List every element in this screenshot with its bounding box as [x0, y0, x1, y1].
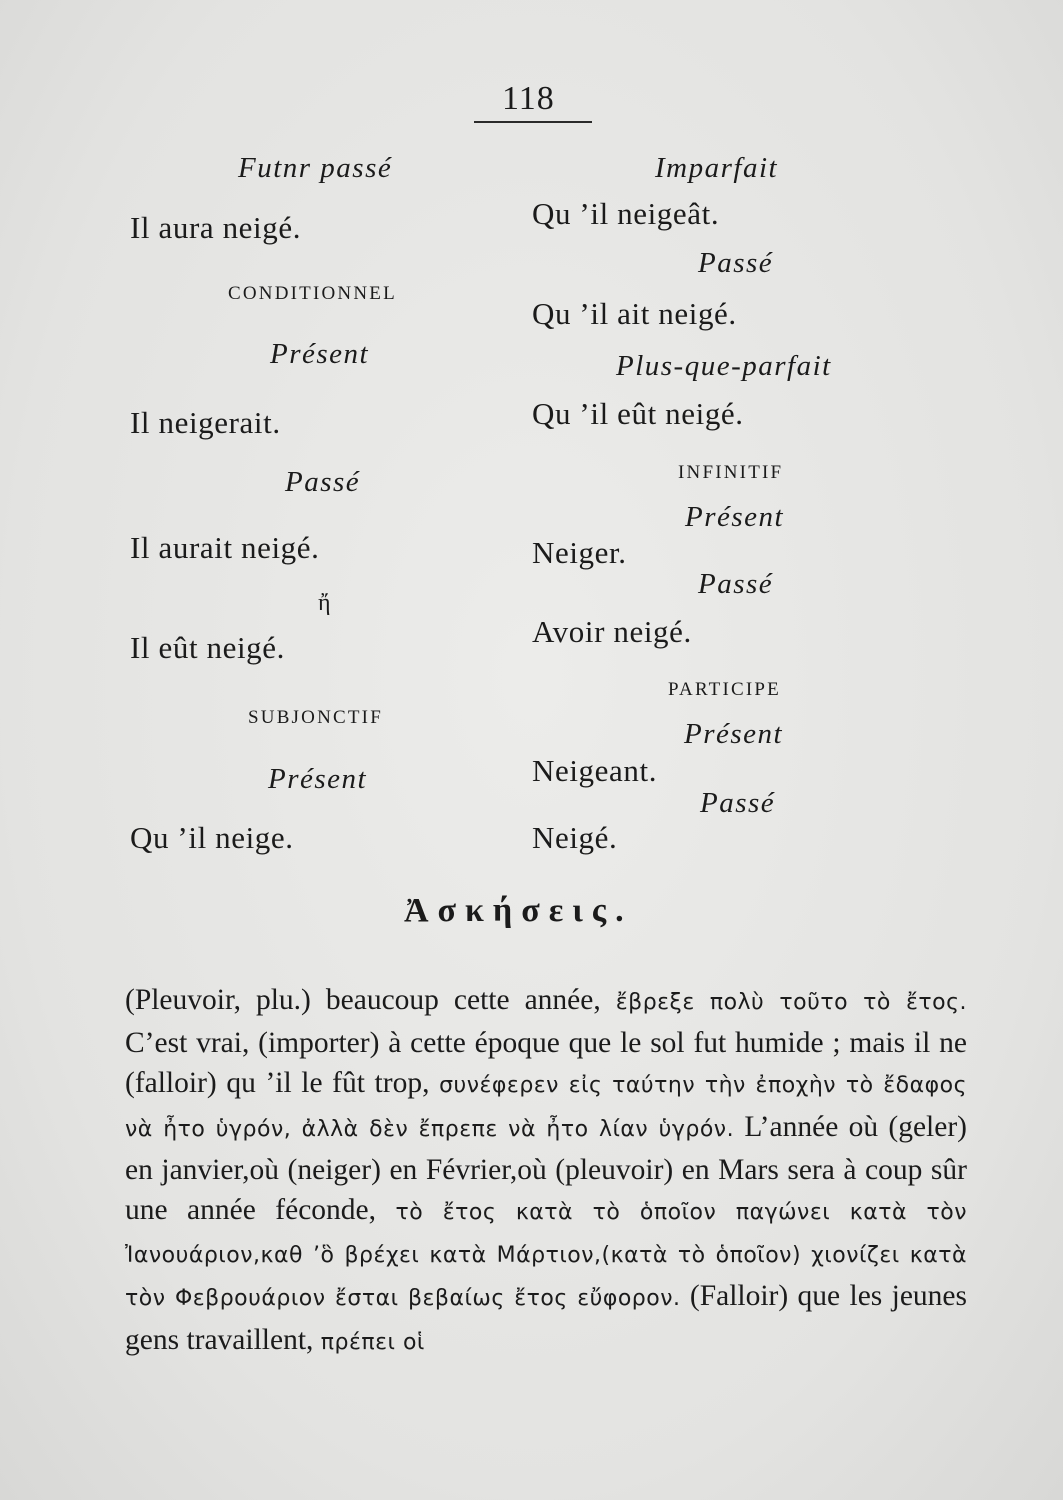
part-passe-heading: Passé	[700, 787, 776, 819]
page-number: 118	[502, 80, 555, 117]
imparfait-line: Qu ’il neigeât.	[532, 196, 720, 231]
part-passe-line: Neigé.	[532, 820, 618, 855]
cond-passe-heading: Passé	[285, 466, 361, 498]
inf-present-line: Neiger.	[532, 535, 627, 570]
inf-passe-line: Avoir neigé.	[532, 614, 692, 649]
page-number-rule	[474, 121, 592, 123]
participe-heading: PARTICIPE	[668, 679, 781, 700]
subjonctif-heading: SUBJONCTIF	[248, 707, 383, 728]
part-present-line: Neigeant.	[532, 753, 658, 788]
subj-present-line: Qu ’il neige.	[130, 820, 294, 855]
futur-passe-line: Il aura neigé.	[130, 210, 302, 245]
or-mark: ἤ	[318, 590, 331, 616]
subj-present-heading: Présent	[268, 763, 368, 795]
passe-heading: Passé	[698, 247, 774, 279]
plus-que-parfait-heading: Plus-que-parfait	[616, 350, 832, 382]
inf-present-heading: Présent	[685, 501, 785, 533]
greek-translation-1: ἔβρεξε πολὺ τοῦτο τὸ ἔτος.	[615, 990, 967, 1015]
plus-que-parfait-line: Qu ’il eût neigé.	[532, 396, 744, 431]
cond-present-line: Il neigerait.	[130, 405, 281, 440]
greek-translation-4: πρέπει οἱ	[320, 1329, 425, 1355]
part-present-heading: Présent	[684, 718, 784, 750]
futur-passe-heading: Futnr passé	[238, 152, 393, 184]
exercises-title: Ἀσκήσεις.	[404, 892, 633, 929]
inf-passe-heading: Passé	[698, 568, 774, 600]
french-sentence-3: L’année où (geler) en janvier,où (neiger) en Février,où (pleuvoir) en Mars sera à coup sûr une année féconde,	[125, 1110, 967, 1227]
french-sentence-2: C’est vrai, (importer) à cette époque que le sol fut humide ; mais il ne (falloir) qu ’il le fût trop,	[125, 1027, 967, 1100]
cond-present-heading: Présent	[270, 338, 370, 370]
exercise-paragraph	[125, 980, 967, 1363]
imparfait-heading: Imparfait	[655, 152, 779, 184]
cond-passe-line: Il aurait neigé.	[130, 530, 320, 565]
greek-translation-2: συνέφερεν εἰς ταύτην τὴν ἐποχὴν τὸ ἔδαφος νὰ ἦτο ὑγρόν, ἀλλὰ δὲν ἔπρεπε νὰ ἦτο λίαν ὑγρόν.	[125, 1073, 967, 1142]
cond-passe-alt-line: Il eût neigé.	[130, 630, 285, 665]
french-sentence-1: (Pleuvoir, plu.) beaucoup cette année,	[125, 984, 601, 1016]
conditionnel-heading: CONDITIONNEL	[228, 283, 397, 304]
infinitif-heading: INFINITIF	[678, 462, 784, 483]
passe-line: Qu ’il ait neigé.	[532, 296, 737, 331]
french-sentence-4: (Falloir) que les jeunes gens travaillent,	[125, 1280, 967, 1356]
greek-translation-3: τὸ ἔτος κατὰ τὸ ὁποῖον παγώνει κατὰ τὸν Ἰανουάριον,καθ ’ὃ βρέχει κατὰ Μάρτιον,(κατὰ τὸ ὁποῖον) χιονίζει κατὰ τὸν Φεβρουάριον ἔσται βεβαίως ἔτος εὔφορον.	[125, 1200, 968, 1312]
